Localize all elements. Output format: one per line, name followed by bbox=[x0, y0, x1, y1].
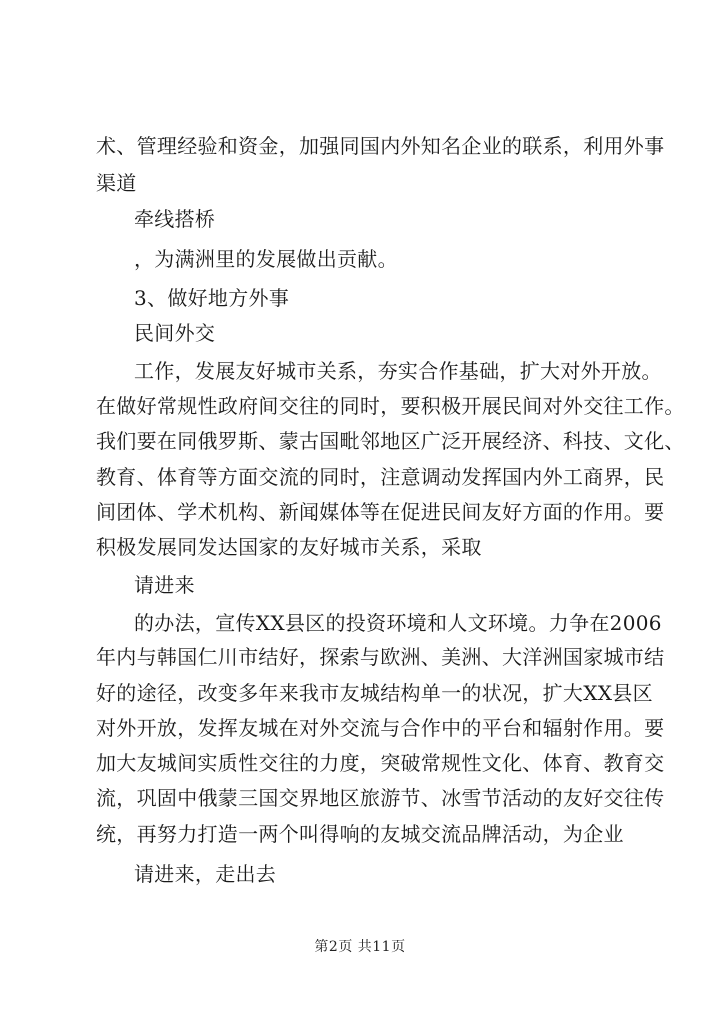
page-number-footer: 第2页 共11页 bbox=[314, 939, 406, 955]
text-line: 统，再努力打造一两个叫得响的友城交流品牌活动，为企业 bbox=[96, 822, 624, 846]
text-line: ，为满洲里的发展做出贡献。 bbox=[134, 247, 398, 271]
text-line: 年内与韩国仁川市结好，探索与欧洲、美洲、大洋洲国家城市结 bbox=[96, 645, 665, 669]
text-line: 积极发展同发达国家的友好城市关系，采取 bbox=[96, 535, 482, 559]
text-line: 间团体、学术机构、新闻媒体等在促进民间友好方面的作用。要 bbox=[96, 500, 665, 524]
text-line: 在做好常规性政府间交往的同时，要积极开展民间对外交往工作。 bbox=[96, 394, 685, 418]
text-line: 的办法，宣传XX县区的投资环境和人文环境。力争在2006 bbox=[134, 611, 662, 635]
text-line: 教育、体育等方面交流的同时，注意调动发挥国内外工商界，民 bbox=[96, 465, 665, 489]
text-line: 工作，发展友好城市关系，夯实合作基础，扩大对外开放。 bbox=[134, 359, 662, 383]
text-line: 请进来 bbox=[134, 573, 195, 597]
text-line: 术、管理经验和资金，加强同国内外知名企业的联系，利用外事 bbox=[96, 134, 665, 158]
text-line: 牵线搭桥 bbox=[134, 207, 216, 231]
text-line: 加大友城间实质性交往的力度，突破常规性文化、体育、教育交 bbox=[96, 751, 665, 775]
section-heading: 3、做好地方外事 bbox=[134, 286, 290, 310]
text-line: 流，巩固中俄蒙三国交界地区旅游节、冰雪节活动的友好交往传 bbox=[96, 786, 665, 810]
text-line: 民间外交 bbox=[134, 321, 216, 345]
text-line: 我们要在同俄罗斯、蒙古国毗邻地区广泛开展经济、科技、文化、 bbox=[96, 429, 685, 453]
text-line: 渠道 bbox=[96, 171, 137, 195]
text-line: 好的途径，改变多年来我市友城结构单一的状况，扩大XX县区 bbox=[96, 681, 653, 705]
text-line: 对外开放，发挥友城在对外交流与合作中的平台和辐射作用。要 bbox=[96, 716, 665, 740]
text-line: 请进来，走出去 bbox=[134, 862, 277, 886]
